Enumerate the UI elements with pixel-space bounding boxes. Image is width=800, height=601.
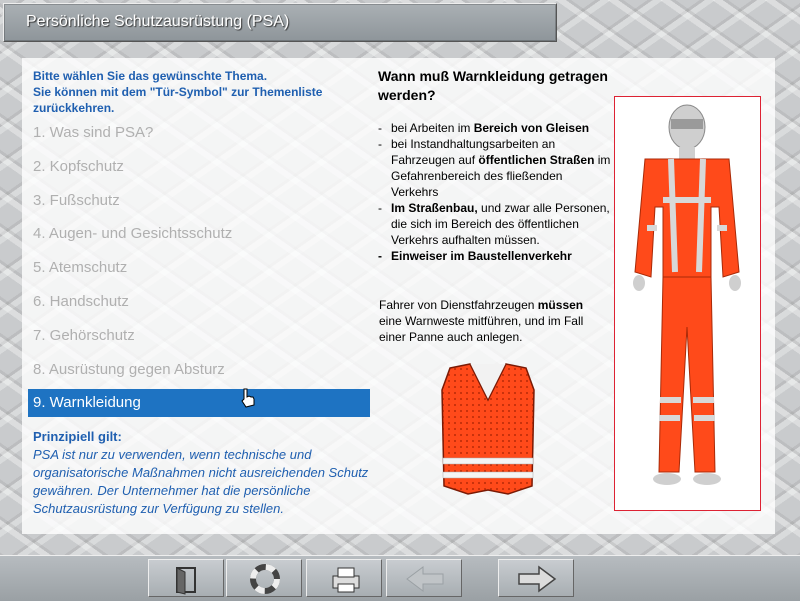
hand-cursor-icon xyxy=(240,387,256,409)
list-item: - Im Straßenbau, und zwar alle Personen, die sich im Bereich des öffentlichen Verkehrs aufhalten müssen. xyxy=(378,201,610,247)
list-item: - Einweiser im Baustellenverkehr xyxy=(378,249,572,263)
list-item: - bei Arbeiten im Bereich von Gleisen xyxy=(378,121,590,135)
worker-figure-icon xyxy=(615,97,760,510)
content-heading: Wann muß Warnkleidung getragen werden? xyxy=(378,68,608,103)
topic-item-atemschutz[interactable]: 5. Atemschutz xyxy=(33,259,128,277)
forward-arrow-icon xyxy=(499,560,575,598)
principle-note xyxy=(33,428,373,518)
topic-item-kopfschutz[interactable]: 2. Kopfschutz xyxy=(33,157,124,175)
occasions-list xyxy=(378,120,613,264)
intro-line: zurückkehren. xyxy=(33,101,115,115)
warning-suit-image xyxy=(614,96,761,511)
topic-item-fussschutz[interactable]: 3. Fußschutz xyxy=(33,191,120,209)
printer-icon xyxy=(307,560,383,598)
door-button[interactable] xyxy=(148,559,224,597)
topic-item-was-sind-psa[interactable]: 1. Was sind PSA? xyxy=(33,124,154,141)
topic-list xyxy=(28,119,370,423)
topic-item-warnkleidung[interactable]: 9. Warnkleidung xyxy=(28,389,370,417)
warning-vest-image xyxy=(428,360,548,500)
window-title: Persönliche Schutzausrüstung (PSA) xyxy=(26,13,290,30)
topic-item-augen-gesichtsschutz[interactable]: 4. Augen- und Gesichtsschutz xyxy=(33,225,233,243)
list-item: - bei Instandhaltungsarbeiten an Fahrzeugen auf öffentlichen Straßen im Gefahrenbereich des fließenden Verkehrs xyxy=(378,137,611,199)
title-bar xyxy=(3,3,557,42)
driver-note: Fahrer von Dienstfahrzeugen müssen eine Warnweste mitführen, und im Fall einer Panne auch anlegen. xyxy=(379,298,584,344)
intro-line: Bitte wählen Sie das gewünschte Thema. xyxy=(33,69,268,83)
topic-item-handschutz[interactable]: 6. Handschutz xyxy=(33,292,129,310)
back-arrow-icon xyxy=(387,560,463,598)
intro-line: Sie können mit dem "Tür-Symbol" zur Themenliste xyxy=(33,85,323,99)
topic-item-absturz[interactable]: 8. Ausrüstung gegen Absturz xyxy=(33,360,225,378)
back-button[interactable] xyxy=(386,559,462,597)
help-button[interactable] xyxy=(226,559,302,597)
door-icon xyxy=(149,560,225,598)
principle-heading: Prinzipiell gilt: xyxy=(33,429,122,444)
lifebuoy-icon xyxy=(227,560,303,598)
topic-item-gehoerschutz[interactable]: 7. Gehörschutz xyxy=(33,326,135,344)
forward-button[interactable] xyxy=(498,559,574,597)
principle-body: PSA ist nur zu verwenden, wenn technische und organisatorische Maßnahmen nicht ausreichenden Schutz gewähren. Der Unternehmer hat die persönliche Schutzausrüstung zur Verfügung zu stellen. xyxy=(33,447,369,516)
print-button[interactable] xyxy=(306,559,382,597)
intro-text xyxy=(33,68,363,116)
